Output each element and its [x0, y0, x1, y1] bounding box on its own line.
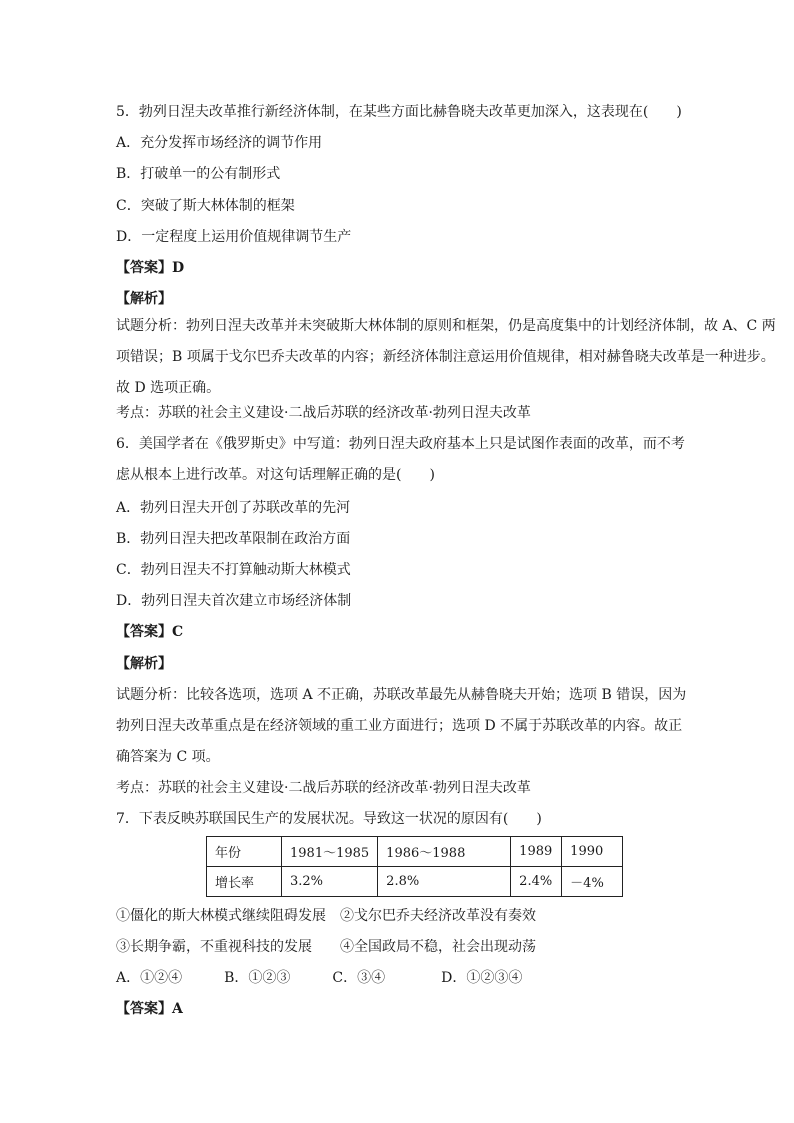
q5-analysis-line: 试题分析：勃列日涅夫改革并未突破斯大林体制的原则和框架，仍是高度集中的计划经济体制，故 A、C 两 — [116, 318, 776, 334]
q5-kaodian: 考点：苏联的社会主义建设·二战后苏联的经济改革·勃列日涅夫改革 — [116, 405, 531, 421]
q6-stem-line1: 6．美国学者在《俄罗斯史》中写道：勃列日涅夫政府基本上只是试图作表面的改革，而不考 — [116, 436, 685, 452]
q6-analysis-label: 【解析】 — [116, 656, 172, 672]
q5-option-a: A．充分发挥市场经济的调节作用 — [116, 135, 323, 151]
q7-answer: 【答案】A — [116, 1001, 183, 1017]
table-cell: 2.8% — [378, 867, 511, 897]
table-header-row — [207, 837, 623, 867]
q6-stem-line2: 虑从根本上进行改革。对这句话理解正确的是( ) — [116, 467, 435, 483]
q5-analysis-line: 项错误；B 项属于戈尔巴乔夫改革的内容；新经济体制注意运用价值规律，相对赫鲁晓夫改革是一种进步。 — [116, 349, 775, 365]
q5-stem: 5．勃列日涅夫改革推行新经济体制，在某些方面比赫鲁晓夫改革更加深入，这表现在( ) — [116, 104, 682, 120]
q5-option-d: D．一定程度上运用价值规律调节生产 — [116, 229, 352, 245]
q6-option-d: D．勃列日涅夫首次建立市场经济体制 — [116, 593, 352, 609]
table-cell: 2.4% — [511, 867, 562, 897]
q6-analysis-line: 试题分析：比较各选项，选项 A 不正确，苏联改革最先从赫鲁晓夫开始；选项 B 错误，因为 — [116, 687, 687, 703]
table-cell: －4% — [562, 867, 623, 897]
table-cell: 1986～1988 — [378, 837, 511, 867]
q7-statement: ③长期争霸，不重视科技的发展 ④全国政局不稳，社会出现动荡 — [116, 939, 536, 955]
q6-option-c: C．勃列日涅夫不打算触动斯大林模式 — [116, 562, 351, 578]
q6-analysis-line: 勃列日涅夫改革重点是在经济领域的重工业方面进行；选项 D 不属于苏联改革的内容。故正 — [116, 718, 683, 734]
table-cell: 1989 — [511, 837, 562, 867]
q5-analysis-line: 故 D 选项正确。 — [116, 380, 221, 396]
table-cell: 年份 — [207, 837, 282, 867]
q7-stem: 7．下表反映苏联国民生产的发展状况。导致这一状况的原因有( ) — [116, 811, 542, 827]
table-cell: 3.2% — [282, 867, 378, 897]
q5-option-c: C．突破了斯大林体制的框架 — [116, 198, 295, 214]
table-cell: 1990 — [562, 837, 623, 867]
q7-choices: A．①②④ B．①②③ C．③④ D．①②③④ — [116, 970, 523, 986]
table-cell: 1981～1985 — [282, 837, 378, 867]
q6-answer: 【答案】C — [116, 624, 184, 640]
q5-analysis-label: 【解析】 — [116, 291, 172, 307]
q6-option-a: A．勃列日涅夫开创了苏联改革的先河 — [116, 500, 351, 516]
table-row — [207, 867, 623, 897]
q6-option-b: B．勃列日涅夫把改革限制在政治方面 — [116, 531, 351, 547]
q5-option-b: B．打破单一的公有制形式 — [116, 166, 281, 182]
table-cell: 增长率 — [207, 867, 282, 897]
q6-kaodian: 考点：苏联的社会主义建设·二战后苏联的经济改革·勃列日涅夫改革 — [116, 780, 531, 796]
q6-analysis-line: 确答案为 C 项。 — [116, 749, 220, 765]
q7-statement: ①僵化的斯大林模式继续阻碍发展 ②戈尔巴乔夫经济改革没有奏效 — [116, 908, 536, 924]
growth-rate-table — [206, 836, 623, 897]
q5-answer: 【答案】D — [116, 260, 185, 276]
